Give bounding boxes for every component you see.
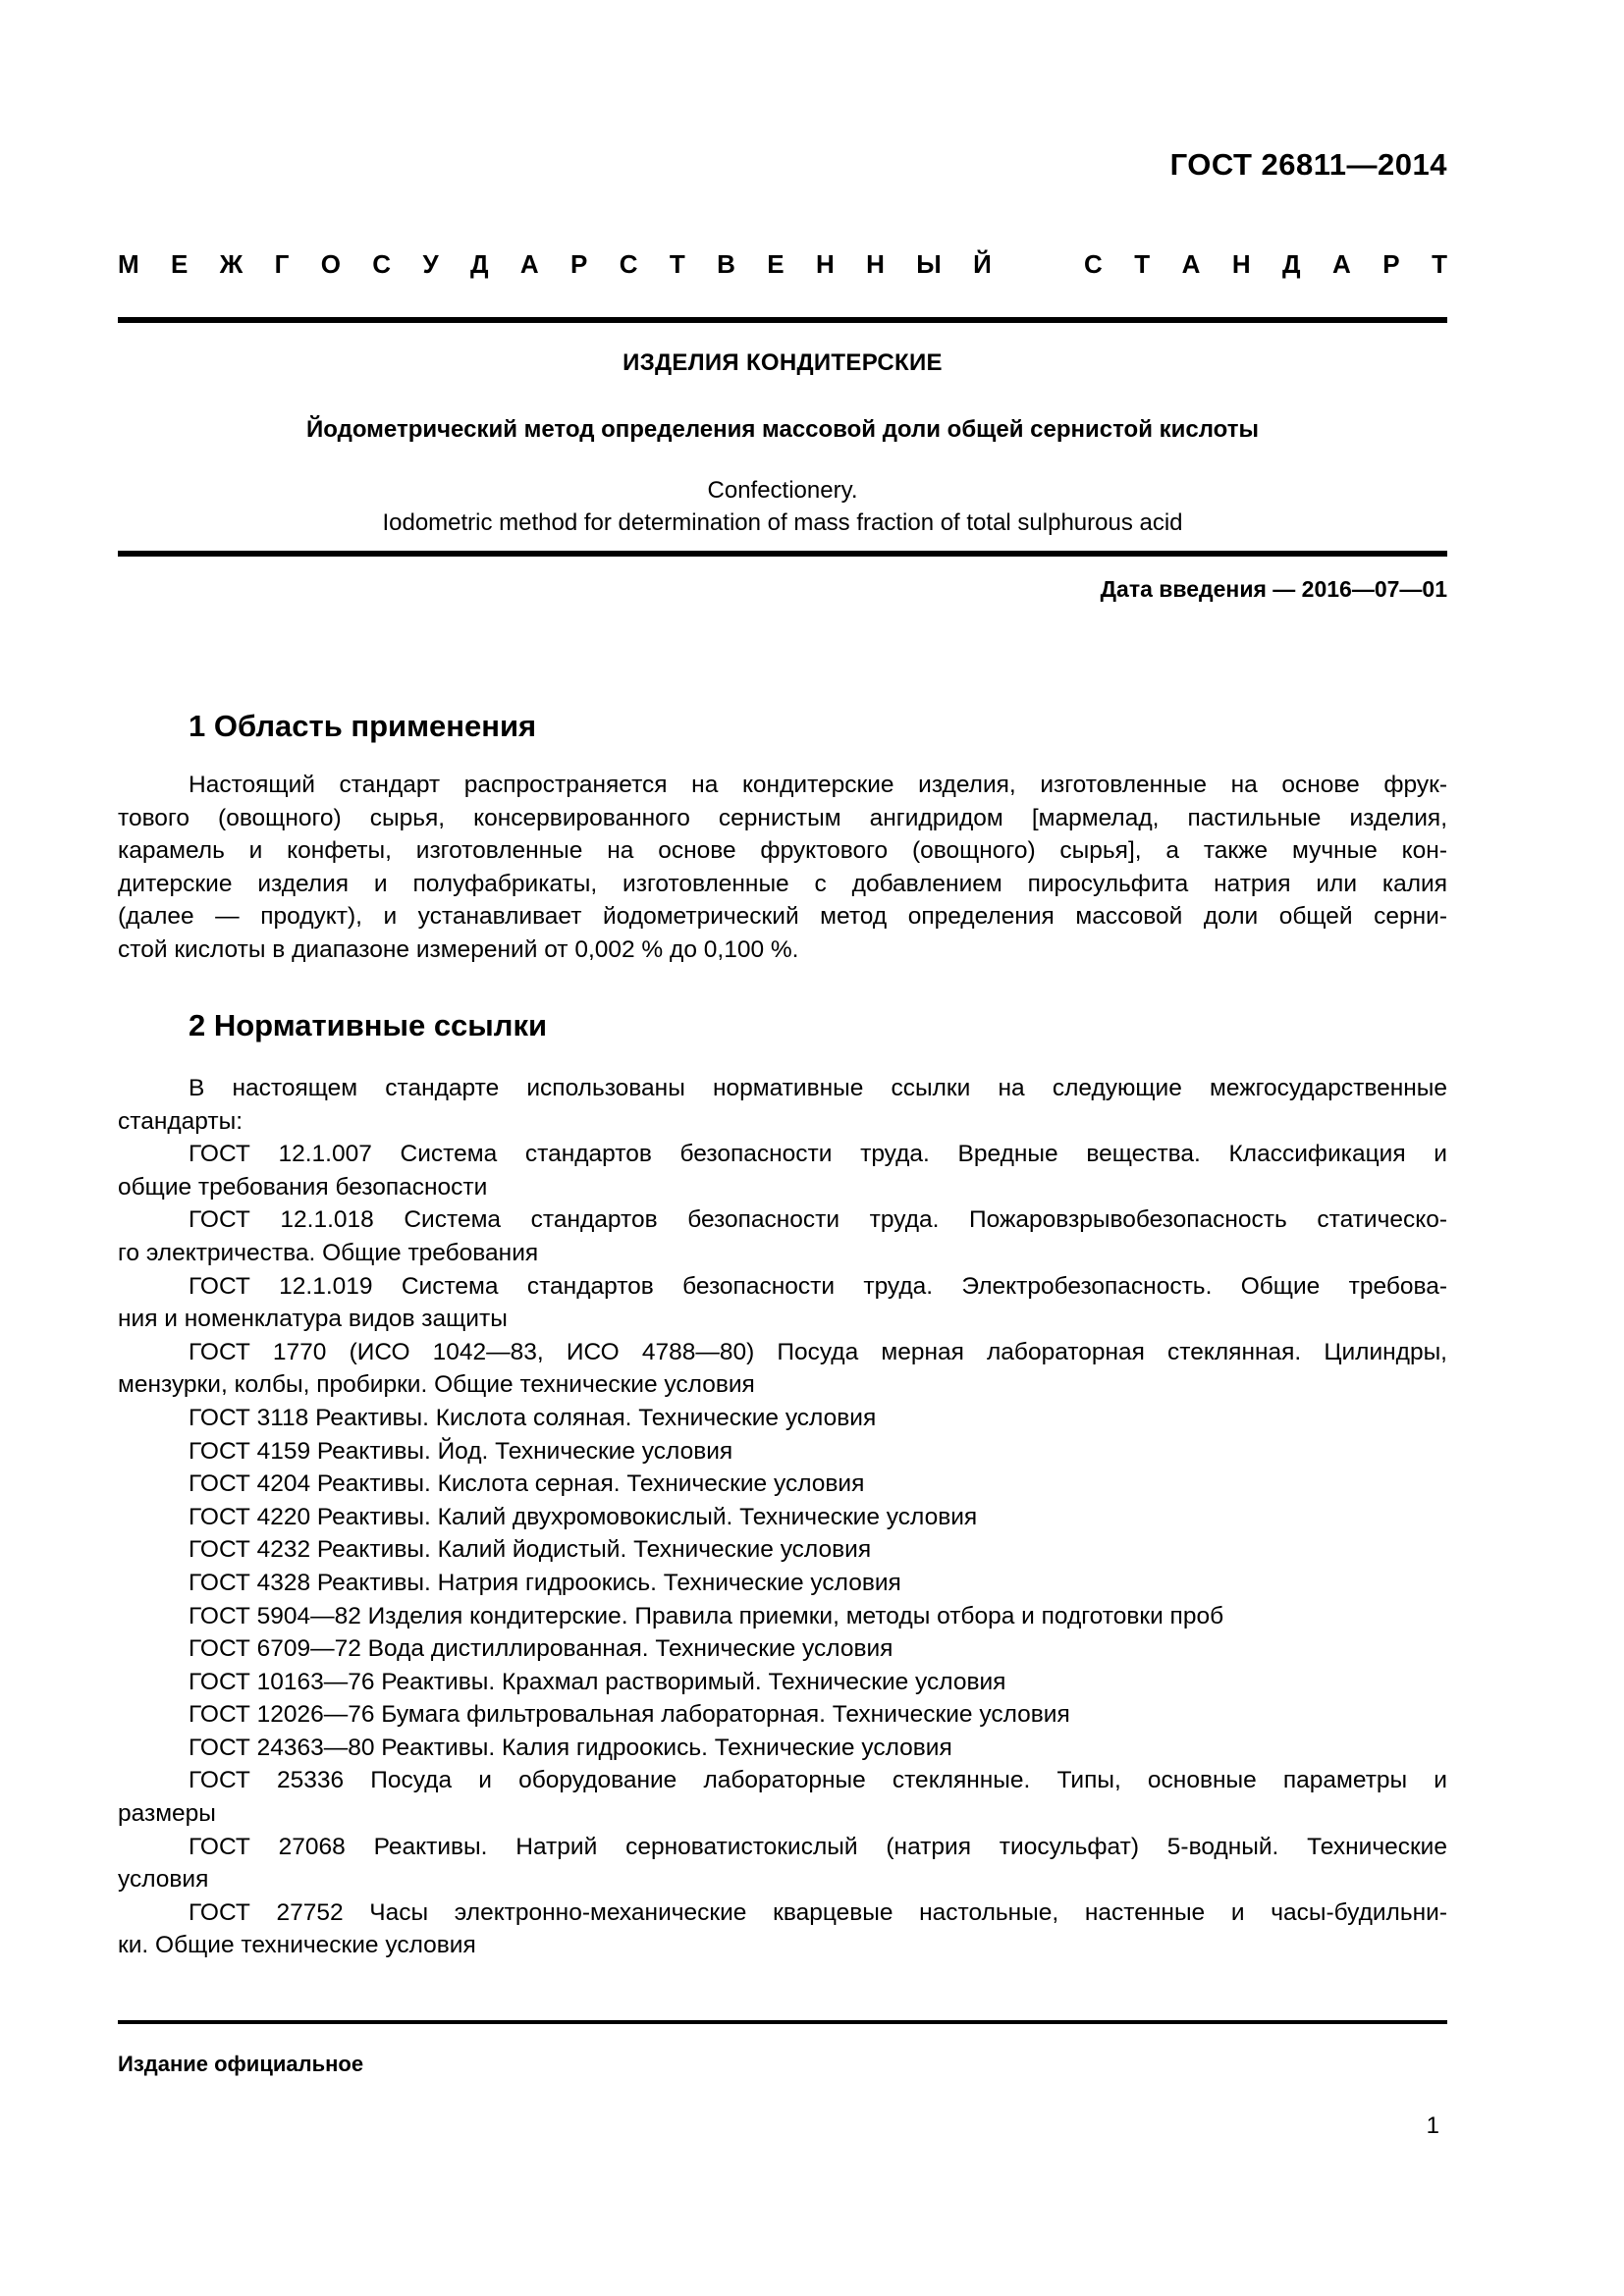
header-letter: Д bbox=[1282, 249, 1301, 279]
reference-line: ГОСТ 3118 Реактивы. Кислота соляная. Технические условия bbox=[189, 1404, 877, 1431]
header-letter: А bbox=[1332, 249, 1351, 279]
header-letter: С bbox=[619, 249, 638, 279]
paragraph-line: Настоящий стандарт распространяется на кондитерские изделия, изготовленные на основе фрук- bbox=[189, 772, 1447, 798]
header-letter: Н bbox=[815, 249, 835, 279]
title-en-line-1: Confectionery. bbox=[707, 477, 858, 504]
reference-line: ГОСТ 12.1.019 Система стандартов безопасности труда. Электробезопасность. Общие требова- bbox=[189, 1272, 1447, 1300]
paragraph-line: дитерские изделия и полуфабрикаты, изготовленные с добавлением пиросульфита натрия или калия bbox=[118, 870, 1447, 897]
reference-line: В настоящем стандарте использованы нормативные ссылки на следующие межгосударственные bbox=[189, 1075, 1447, 1101]
header-letter: Т bbox=[669, 249, 685, 279]
reference-line: условия bbox=[118, 1866, 209, 1894]
header-letter: У bbox=[422, 249, 439, 279]
header-letter: Р bbox=[1382, 249, 1400, 279]
header-word-interstate bbox=[118, 249, 992, 280]
header-letter: О bbox=[320, 249, 341, 279]
footer-rule bbox=[118, 2020, 1447, 2024]
header-letter: Е bbox=[767, 249, 785, 279]
reference-line: размеры bbox=[118, 1800, 216, 1828]
document-title-english bbox=[118, 474, 1447, 539]
reference-line: ГОСТ 27068 Реактивы. Натрий серноватистокислый (натрия тиосульфат) 5-водный. Технические bbox=[189, 1833, 1447, 1860]
header-word-standard bbox=[1084, 249, 1447, 280]
paragraph-line: тового (овощного) сырья, консервированного сернистым ангидридом [мармелад, пастильные изделия, bbox=[118, 804, 1447, 831]
header-letter: Ы bbox=[916, 249, 942, 279]
standard-type-header bbox=[118, 249, 1447, 280]
header-letter: Т bbox=[1134, 249, 1151, 279]
reference-line: ГОСТ 24363—80 Реактивы. Калия гидроокись. Технические условия bbox=[189, 1734, 952, 1761]
section-2-references bbox=[118, 1072, 1447, 1962]
reference-line: общие требования безопасности bbox=[118, 1173, 488, 1201]
reference-line: стандарты: bbox=[118, 1107, 243, 1135]
reference-line: ГОСТ 27752 Часы электронно-механические кварцевые настольные, настенные и часы-будильни- bbox=[189, 1898, 1447, 1926]
reference-line: ГОСТ 4328 Реактивы. Натрия гидроокись. Технические условия bbox=[189, 1569, 901, 1596]
header-letter: С bbox=[372, 249, 392, 279]
reference-line: ГОСТ 12026—76 Бумага фильтровальная лабораторная. Технические условия bbox=[189, 1701, 1070, 1729]
reference-line: ГОСТ 1770 (ИСО 1042—83, ИСО 4788—80) Посуда мерная лабораторная стеклянная. Цилиндры, bbox=[189, 1338, 1447, 1365]
paragraph-line: стой кислоты в диапазоне измерений от 0,002 % до 0,100 %. bbox=[118, 935, 799, 963]
header-letter: В bbox=[717, 249, 735, 279]
document-number: ГОСТ 26811—2014 bbox=[1169, 147, 1447, 182]
header-letter: Д bbox=[469, 249, 489, 279]
reference-line: ГОСТ 4159 Реактивы. Йод. Технические условия bbox=[189, 1437, 733, 1465]
reference-line: го электричества. Общие требования bbox=[118, 1239, 539, 1266]
header-letter: Е bbox=[171, 249, 189, 279]
header-letter: М bbox=[118, 249, 139, 279]
header-letter: Й bbox=[973, 249, 992, 279]
header-letter: Ж bbox=[219, 249, 244, 279]
reference-line: ГОСТ 25336 Посуда и оборудование лабораторные стеклянные. Типы, основные параметры и bbox=[189, 1767, 1447, 1794]
header-letter: Т bbox=[1432, 249, 1447, 279]
header-letter: Г bbox=[274, 249, 290, 279]
title-rule bbox=[118, 551, 1447, 557]
reference-line: ки. Общие технические условия bbox=[118, 1932, 476, 1959]
header-letter: Н bbox=[1231, 249, 1251, 279]
header-letter: С bbox=[1084, 249, 1103, 279]
reference-line: ния и номенклатура видов защиты bbox=[118, 1306, 508, 1333]
reference-line: ГОСТ 5904—82 Изделия кондитерские. Правила приемки, методы отбора и подготовки проб bbox=[189, 1602, 1224, 1629]
header-letter: Р bbox=[570, 249, 588, 279]
document-subtitle: Йодометрический метод определения массовой доли общей сернистой кислоты bbox=[306, 416, 1259, 443]
section-2-title: 2 Нормативные ссылки bbox=[189, 1008, 548, 1042]
section-1-text bbox=[118, 769, 1447, 967]
reference-line: ГОСТ 4204 Реактивы. Кислота серная. Технические условия bbox=[189, 1470, 865, 1498]
reference-line: ГОСТ 12.1.018 Система стандартов безопасности труда. Пожаровзрывобезопасность статическо- bbox=[189, 1206, 1447, 1234]
document-title: ИЗДЕЛИЯ КОНДИТЕРСКИЕ bbox=[623, 349, 943, 376]
section-1-title: 1 Область применения bbox=[189, 709, 537, 743]
reference-line: мензурки, колбы, пробирки. Общие технические условия bbox=[118, 1371, 755, 1399]
paragraph-line: карамель и конфеты, изготовленные на основе фруктового (овощного) сырья], а также мучные кон- bbox=[118, 837, 1447, 865]
reference-line: ГОСТ 12.1.007 Система стандартов безопасности труда. Вредные вещества. Классификация и bbox=[189, 1141, 1447, 1168]
header-letter: А bbox=[1181, 249, 1201, 279]
title-en-line-2: Iodometric method for determination of mass fraction of total sulphurous acid bbox=[382, 509, 1183, 536]
reference-line: ГОСТ 4232 Реактивы. Калий йодистый. Технические условия bbox=[189, 1536, 872, 1564]
reference-line: ГОСТ 4220 Реактивы. Калий двухромовокислый. Технические условия bbox=[189, 1503, 978, 1530]
introduction-date: Дата введения — 2016—07—01 bbox=[1100, 576, 1447, 602]
official-edition-note: Издание официальное bbox=[118, 2052, 364, 2076]
paragraph-line: (далее — продукт), и устанавливает йодометрический метод определения массовой доли общей серни- bbox=[118, 903, 1447, 931]
header-letter: А bbox=[519, 249, 539, 279]
page-number: 1 bbox=[1426, 2112, 1439, 2139]
header-rule bbox=[118, 317, 1447, 323]
reference-line: ГОСТ 10163—76 Реактивы. Крахмал растворимый. Технические условия bbox=[189, 1668, 1006, 1695]
reference-line: ГОСТ 6709—72 Вода дистиллированная. Технические условия bbox=[189, 1635, 893, 1663]
header-letter: Н bbox=[866, 249, 885, 279]
